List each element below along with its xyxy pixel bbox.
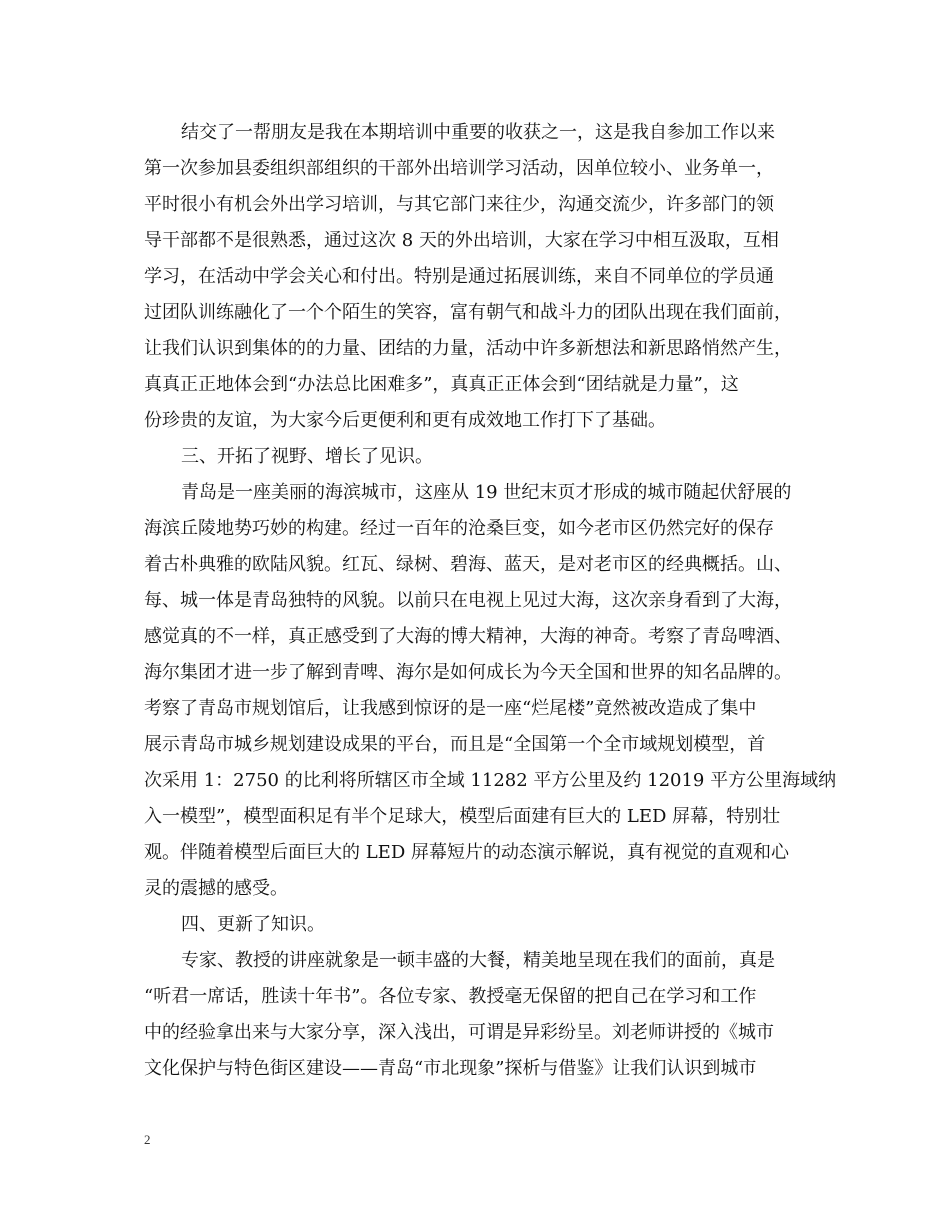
- text-line: 第一次参加县委组织部组织的干部外出培训学习活动，因单位较小、业务单一，: [144, 158, 774, 179]
- text-line: 结交了一帮朋友是我在本期培训中重要的收获之一，这是我自参加工作以来: [181, 122, 775, 143]
- text-line: 让我们认识到集体的的力量、团结的力量，活动中许多新想法和新思路悄然产生，: [144, 338, 792, 359]
- text-line: 观。伴随着模型后面巨大的 LED 屏幕短片的动态演示解说，真有视觉的直观和心: [144, 842, 789, 863]
- text-line: 次采用 1：2750 的比利将所辖区市全域 11282 平方公里及约 12019 平方公里海域纳: [144, 770, 837, 791]
- text-line: 学习，在活动中学会关心和付出。特别是通过拓展训练，来自不同单位的学员通: [144, 266, 774, 287]
- text-line: 真真正正地体会到“办法总比困难多”，真真正正体会到“团结就是力量”，这: [144, 374, 739, 395]
- text-line: “听君一席话，胜读十年书”。各位专家、教授毫无保留的把自己在学习和工作: [144, 986, 757, 1007]
- text-line: 文化保护与特色街区建设——青岛“市北现象”探析与借鉴》让我们认识到城市: [144, 1058, 757, 1079]
- text-line: 专家、教授的讲座就象是一顿丰盛的大餐，精美地呈现在我们的面前，真是: [181, 950, 775, 971]
- text-line: 平时很小有机会外出学习培训，与其它部门来往少，沟通交流少，许多部门的领: [144, 194, 774, 215]
- text-line: 灵的震撼的感受。: [144, 878, 288, 899]
- text-line: 青岛是一座美丽的海滨城市，这座从 19 世纪末页才形成的城市随起伏舒展的: [181, 482, 792, 503]
- text-line: 入一模型”，模型面积足有半个足球大，模型后面建有巨大的 LED 屏幕，特别壮: [144, 806, 781, 827]
- section-heading: 四、更新了知识。: [181, 914, 325, 935]
- text-line: 海滨丘陵地势巧妙的构建。经过一百年的沧桑巨变，如今老市区仍然完好的保存: [144, 518, 774, 539]
- page-number: 2: [144, 1132, 151, 1147]
- text-line: 中的经验拿出来与大家分享，深入浅出，可谓是异彩纷呈。刘老师讲授的《城市: [144, 1022, 774, 1043]
- text-line: 展示青岛市城乡规划建设成果的平台，而且是“全国第一个全市域规划模型，首: [144, 734, 766, 755]
- text-line: 每、城一体是青岛独特的风貌。以前只在电视上见过大海，这次亲身看到了大海，: [144, 590, 792, 611]
- text-line: 过团队训练融化了一个个陌生的笑容，富有朝气和战斗力的团队出现在我们面前，: [144, 302, 792, 323]
- document-body: [144, 115, 837, 1087]
- section-heading: 三、开拓了视野、增长了见识。: [181, 446, 433, 467]
- text-line: 导干部都不是很熟悉，通过这次 8 天的外出培训，大家在学习中相互汲取，互相: [144, 230, 779, 251]
- text-line: 份珍贵的友谊，为大家今后更便利和更有成效地工作打下了基础。: [144, 410, 666, 431]
- text-line: 考察了青岛市规划馆后，让我感到惊讶的是一座“烂尾楼”竟然被改造成了集中: [144, 698, 757, 719]
- text-line: 海尔集团才进一步了解到青啤、海尔是如何成长为今天全国和世界的知名品牌的。: [144, 662, 792, 683]
- text-line: 感觉真的不一样，真正感受到了大海的博大精神，大海的神奇。考察了青岛啤酒、: [144, 626, 792, 647]
- text-line: 着古朴典雅的欧陆风貌。红瓦、绿树、碧海、蓝天，是对老市区的经典概括。山、: [144, 554, 792, 575]
